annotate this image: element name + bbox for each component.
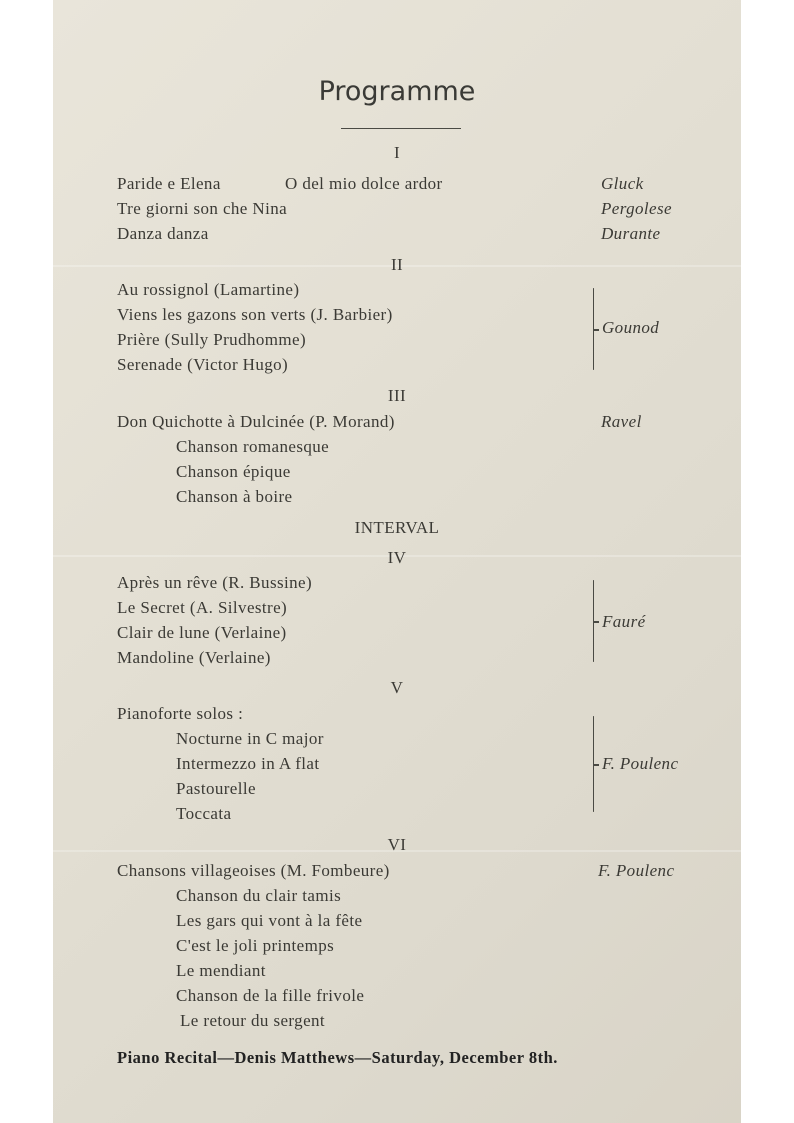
section-numeral-5: V <box>390 678 404 697</box>
section-numeral-4: IV <box>387 548 407 567</box>
programme-sheet <box>53 0 741 1123</box>
programme-item: Paride e Elena <box>117 174 221 193</box>
programme-item: Au rossignol (Lamartine) <box>117 280 300 299</box>
programme-item: Prière (Sully Prudhomme) <box>117 330 307 349</box>
programme-subitem: Nocturne in C major <box>176 729 324 748</box>
programme-item: O del mio dolce ardor <box>285 174 443 193</box>
section-numeral-1: I <box>393 143 401 162</box>
programme-item: Mandoline (Verlaine) <box>117 648 271 667</box>
programme-subitem: Toccata <box>176 804 232 823</box>
composer-name: F. Poulenc <box>598 861 675 880</box>
programme-subitem: Le mendiant <box>176 961 266 980</box>
section-numeral-3: III <box>387 386 407 405</box>
bracket <box>593 288 594 370</box>
composer-name: Gluck <box>601 174 644 193</box>
programme-item: Pianoforte solos : <box>117 704 244 723</box>
composer-name: F. Poulenc <box>602 754 679 773</box>
programme-subitem: Intermezzo in A flat <box>176 754 320 773</box>
programme-item: Don Quichotte à Dulcinée (P. Morand) <box>117 412 395 431</box>
programme-item: Le Secret (A. Silvestre) <box>117 598 288 617</box>
programme-item: Serenade (Victor Hugo) <box>117 355 289 374</box>
programme-subitem: Chanson à boire <box>176 487 293 506</box>
programme-subitem: Le retour du sergent <box>180 1011 326 1030</box>
bracket <box>593 580 594 662</box>
programme-item: Après un rêve (R. Bussine) <box>117 573 313 592</box>
composer-name: Gounod <box>602 318 660 337</box>
programme-subitem: Pastourelle <box>176 779 256 798</box>
programme-subitem: Les gars qui vont à la fête <box>176 911 363 930</box>
programme-item: Clair de lune (Verlaine) <box>117 623 287 642</box>
title-rule <box>341 128 461 129</box>
programme-item: Viens les gazons son verts (J. Barbier) <box>117 305 393 324</box>
composer-name: Durante <box>601 224 661 243</box>
programme-subitem: Chanson épique <box>176 462 291 481</box>
bracket <box>593 716 594 812</box>
interval-label: INTERVAL <box>354 518 440 537</box>
programme-subitem: C'est le joli printemps <box>176 936 335 955</box>
programme-subitem: Chanson du clair tamis <box>176 886 342 905</box>
section-numeral-6: VI <box>387 835 407 854</box>
programme-subitem: Chanson romanesque <box>176 437 330 456</box>
composer-name: Ravel <box>601 412 642 431</box>
section-numeral-2: II <box>390 255 404 274</box>
programme-item: Tre giorni son che Nina <box>117 199 288 218</box>
recital-footer: Piano Recital—Denis Matthews—Saturday, December 8th. <box>117 1048 558 1067</box>
programme-item: Danza danza <box>117 224 209 243</box>
programme-item: Chansons villageoises (M. Fombeure) <box>117 861 390 880</box>
composer-name: Fauré <box>602 612 646 631</box>
programme-subitem: Chanson de la fille frivole <box>176 986 365 1005</box>
page-title: Programme <box>318 76 476 107</box>
composer-name: Pergolese <box>601 199 672 218</box>
